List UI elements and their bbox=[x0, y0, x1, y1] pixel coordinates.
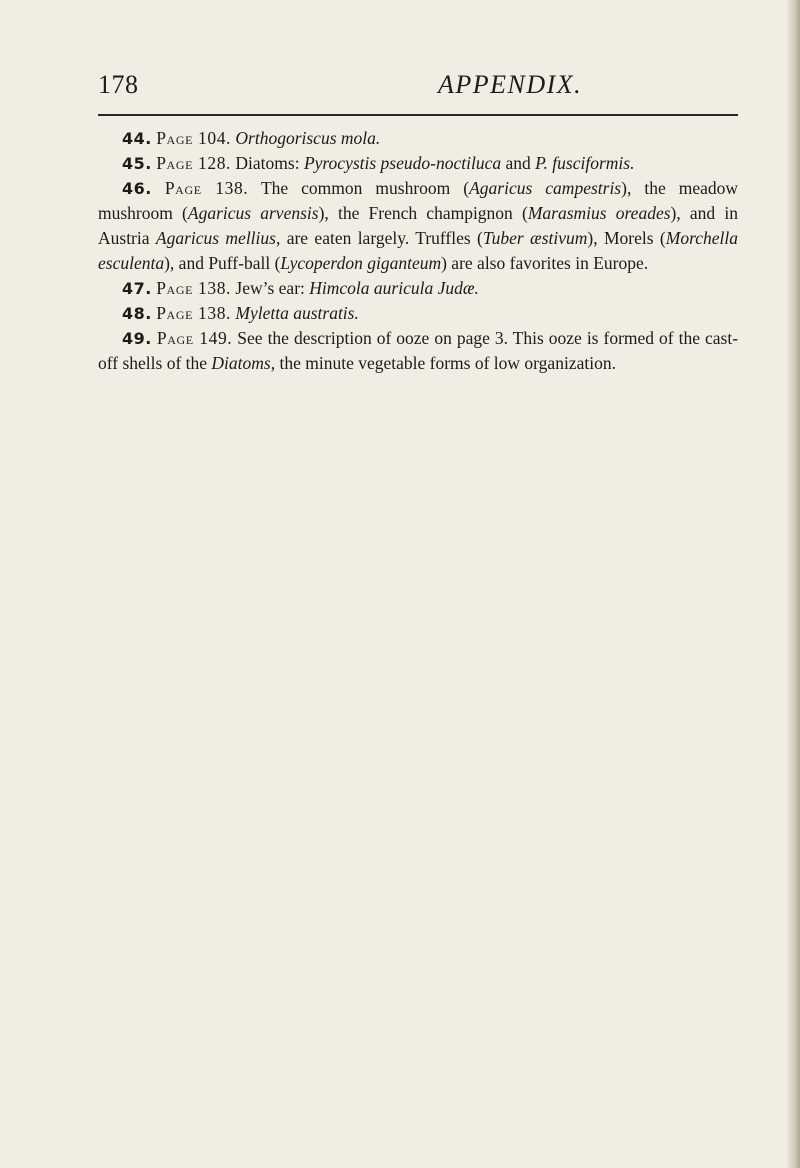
note-italic-text: Myletta austratis. bbox=[235, 303, 359, 323]
note-item bbox=[98, 126, 738, 151]
note-roman-text: Jew’s ear: bbox=[235, 278, 310, 298]
note-italic-text: Diatoms bbox=[211, 353, 271, 373]
note-page-ref: Page 138. bbox=[156, 303, 232, 323]
note-roman-text: and bbox=[501, 153, 536, 173]
note-text bbox=[235, 153, 634, 173]
note-page-ref: Page 149. bbox=[156, 328, 233, 348]
note-italic-text: Tuber æstivum bbox=[482, 228, 588, 248]
note-italic-text: Himcola auricula Judæ. bbox=[309, 278, 479, 298]
note-number: 47. bbox=[122, 279, 152, 298]
note-text bbox=[235, 278, 479, 298]
note-number: 49. bbox=[122, 329, 152, 348]
note-roman-text: ), and in Austria bbox=[98, 203, 738, 248]
page-edge-shadow bbox=[786, 0, 800, 1168]
note-roman-text: , the minute vegetable forms of low organization. bbox=[270, 353, 616, 373]
notes-list bbox=[98, 126, 738, 376]
note-item bbox=[98, 151, 738, 176]
note-number: 45. bbox=[122, 154, 152, 173]
note-italic-text: Orthogoriscus mola. bbox=[235, 128, 381, 148]
note-roman-text: Diatoms: bbox=[235, 153, 304, 173]
note-italic-text: Agaricus campestris bbox=[469, 178, 622, 198]
note-item bbox=[98, 301, 738, 326]
note-italic-text: Agaricus arvensis bbox=[187, 203, 319, 223]
note-number: 48. bbox=[122, 304, 152, 323]
note-page-ref: Page 104. bbox=[156, 128, 232, 148]
page-header bbox=[98, 70, 738, 110]
note-page-ref: Page 128. bbox=[156, 153, 232, 173]
note-italic-text: Agaricus mellius bbox=[155, 228, 276, 248]
note-roman-text: ), Morels ( bbox=[587, 228, 666, 248]
note-roman-text: ), the French champignon ( bbox=[318, 203, 528, 223]
note-roman-text: ), and Puff-ball ( bbox=[164, 253, 281, 273]
running-head: APPENDIX. bbox=[438, 70, 583, 99]
note-number: 46. bbox=[122, 179, 152, 198]
note-italic-text: Morchella esculenta bbox=[98, 228, 738, 273]
note-roman-text: The common mushroom ( bbox=[260, 178, 470, 198]
header-rule bbox=[98, 114, 738, 116]
note-item bbox=[98, 326, 738, 376]
note-italic-text: Lycoperdon giganteum bbox=[280, 253, 442, 273]
note-text bbox=[235, 128, 380, 148]
note-roman-text: ), the meadow mushroom ( bbox=[98, 178, 738, 223]
note-item bbox=[98, 276, 738, 301]
note-text bbox=[235, 303, 358, 323]
note-roman-text: ) are also favorites in Europe. bbox=[441, 253, 649, 273]
note-page-ref: Page 138. bbox=[156, 278, 232, 298]
note-page-ref: Page 138. bbox=[164, 178, 249, 198]
note-italic-text: Pyrocystis pseudo-noctiluca bbox=[303, 153, 502, 173]
page-number: 178 bbox=[98, 70, 139, 99]
note-italic-text: Marasmius oreades bbox=[527, 203, 671, 223]
note-item bbox=[98, 176, 738, 276]
note-italic-text: P. fusciformis. bbox=[535, 153, 635, 173]
note-number: 44. bbox=[122, 129, 152, 148]
note-roman-text: , are eaten largely. Truffles ( bbox=[275, 228, 483, 248]
note-roman-text: See the description of ooze on page 3. This ooze is formed of the cast-off shells of the bbox=[98, 328, 739, 373]
